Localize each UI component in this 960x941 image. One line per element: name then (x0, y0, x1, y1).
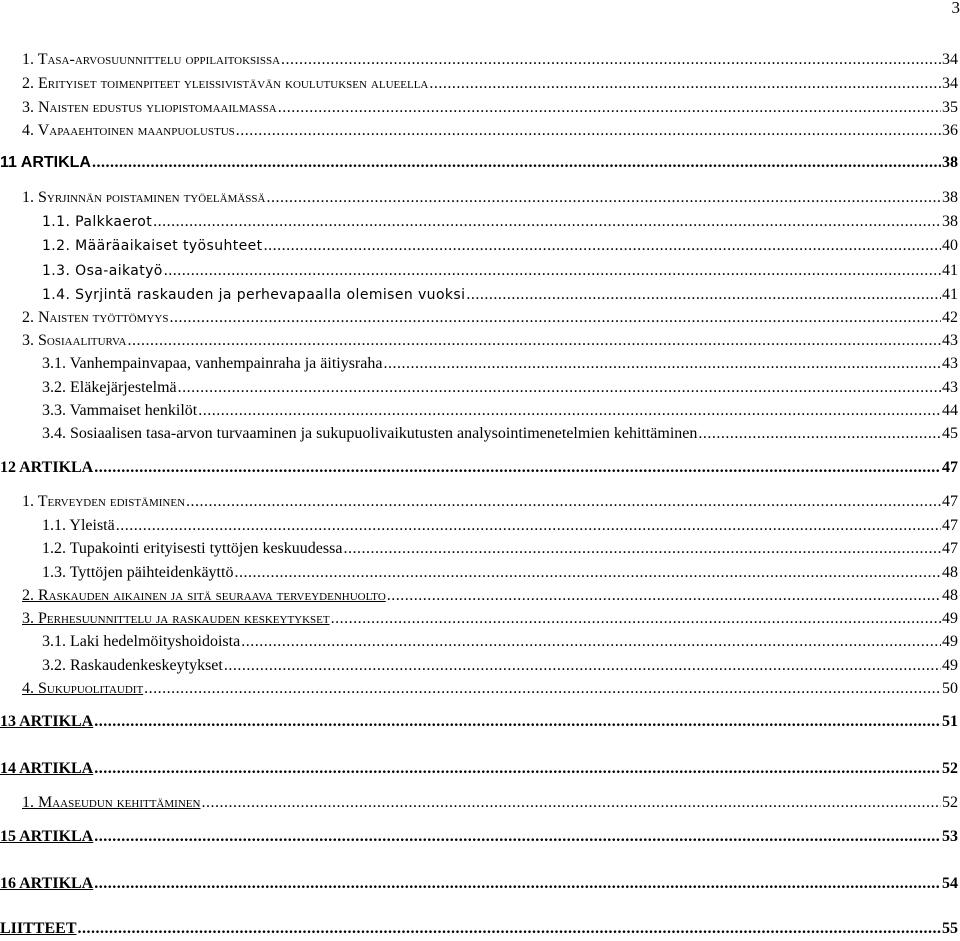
toc-entry[interactable] (22, 96, 958, 120)
toc-entry-text: 1.2. Tupakointi erityisesti tyttöjen keskuudessa (42, 537, 342, 561)
toc-entry-page: 47 (942, 490, 958, 514)
toc-leader (234, 561, 941, 585)
toc-leader (169, 306, 941, 330)
toc-leader (266, 186, 941, 210)
toc-leader (77, 917, 941, 941)
toc-leader (224, 654, 941, 678)
toc-entry-text: 13 ARTIKLA (0, 710, 93, 734)
toc-entry[interactable] (42, 259, 958, 283)
toc-entry-page: 47 (942, 514, 958, 538)
toc-entry-page: 47 (942, 537, 958, 561)
toc-entry-text: 1. Maaseudun kehittäminen (22, 791, 200, 815)
toc-leader (429, 72, 941, 96)
toc-entry-text: 1.2. Määräaikaiset työsuhteet (42, 234, 263, 258)
toc-entry[interactable] (42, 210, 958, 234)
toc-leader (264, 234, 941, 258)
toc-entry[interactable] (22, 490, 958, 514)
toc-entry-text: 2. Naisten työttömyys (22, 306, 168, 330)
toc-entry-page: 52 (942, 757, 958, 781)
toc-entry-text: 3. Perhesuunnittelu ja raskauden keskeytykset (22, 607, 330, 631)
toc-article[interactable] (0, 710, 958, 734)
toc-leader (343, 537, 941, 561)
toc-entry-text: 3. Naisten edustus yliopistomaailmassa (22, 96, 277, 120)
toc-entry-page: 54 (942, 872, 958, 896)
toc-leader (178, 376, 941, 400)
toc-entry-text: 2. Raskauden aikainen ja sitä seuraava terveydenhuolto (22, 584, 386, 608)
toc-entry[interactable] (42, 376, 958, 400)
toc-entry[interactable] (22, 584, 958, 608)
toc-entry-text: 1. Tasa-arvosuunnittelu oppilaitoksissa (22, 48, 280, 72)
toc-leader (94, 710, 941, 734)
toc-entry-text: 2. Erityiset toimenpiteet yleissivistävän koulutuksen alueella (22, 72, 428, 96)
toc-leader (241, 630, 941, 654)
toc-entry-text: 1.3. Tyttöjen päihteidenkäyttö (42, 561, 233, 585)
toc-entry-text: 4. Sukupuolitaudit (22, 677, 143, 701)
toc-entry-text: LIITTEET (0, 917, 76, 941)
toc-entry-page: 40 (942, 234, 958, 258)
toc-entry[interactable] (22, 791, 958, 815)
toc-entry[interactable] (42, 283, 958, 307)
toc-leader (186, 490, 941, 514)
toc-entry-text: 3.4. Sosiaalisen tasa-arvon turvaaminen ja sukupuolivaikutusten analysointimenetelmien kehittäminen (42, 422, 697, 446)
toc-entry-page: 42 (942, 306, 958, 330)
toc-leader (92, 151, 941, 175)
toc-leader (153, 210, 941, 234)
toc-leader (331, 607, 941, 631)
toc-entry-page: 49 (942, 607, 958, 631)
toc-entry-text: 14 ARTIKLA (0, 757, 93, 781)
toc-entry-text: 1.1. Yleistä (42, 514, 115, 538)
toc-entry-page: 48 (942, 584, 958, 608)
toc-entry-text: 3.3. Vammaiset henkilöt (42, 399, 197, 423)
toc-entry-page: 34 (942, 72, 958, 96)
toc-article[interactable] (0, 825, 958, 849)
toc-article[interactable] (0, 757, 958, 781)
toc-article[interactable] (0, 917, 958, 941)
toc-entry[interactable] (22, 186, 958, 210)
toc-leader (278, 96, 941, 120)
toc-entry-page: 38 (942, 151, 958, 175)
toc-article[interactable] (0, 151, 958, 175)
toc-entry-page: 53 (942, 825, 958, 849)
toc-entry-page: 52 (942, 791, 958, 815)
toc-leader (127, 329, 941, 353)
toc-entry-text: 1.4. Syrjintä raskauden ja perhevapaalla olemisen vuoksi (42, 283, 465, 307)
toc-entry-text: 1. Terveyden edistäminen (22, 490, 185, 514)
toc-leader (144, 677, 941, 701)
toc-leader (94, 456, 941, 480)
toc-entry-text: 4. Vapaaehtoinen maanpuolustus (22, 119, 235, 143)
toc-leader (387, 584, 941, 608)
toc-entry-page: 49 (942, 654, 958, 678)
toc-entry-page: 38 (942, 186, 958, 210)
toc-entry-text: 11 ARTIKLA (0, 151, 91, 175)
toc-entry[interactable] (42, 561, 958, 585)
toc-entry-text: 15 ARTIKLA (0, 825, 93, 849)
toc-article[interactable] (0, 456, 958, 480)
toc-leader (164, 259, 941, 283)
toc-entry-page: 48 (942, 561, 958, 585)
toc-entry[interactable] (22, 119, 958, 143)
toc-entry-text: 12 ARTIKLA (0, 456, 93, 480)
toc-entry-text: 16 ARTIKLA (0, 872, 93, 896)
toc-leader (116, 514, 941, 538)
toc-entry[interactable] (42, 422, 958, 446)
toc-entry-page: 43 (942, 376, 958, 400)
toc-leader (94, 757, 941, 781)
toc-entry-text: 3.1. Vanhempainvapaa, vanhempainraha ja äitiysraha (42, 352, 382, 376)
toc-entry[interactable] (22, 677, 958, 701)
toc-entry[interactable] (22, 306, 958, 330)
toc-leader (236, 119, 941, 143)
page-number: 3 (952, 0, 960, 18)
toc-entry-page: 49 (942, 630, 958, 654)
toc-entry[interactable] (42, 537, 958, 561)
toc-entry-page: 47 (942, 456, 958, 480)
toc-leader (201, 791, 941, 815)
toc-entry-page: 50 (942, 677, 958, 701)
toc-entry[interactable] (42, 630, 958, 654)
toc-leader (281, 48, 941, 72)
toc-entry-page: 35 (942, 96, 958, 120)
toc-entry-text: 1.1. Palkkaerot (42, 210, 152, 234)
toc-entry-page: 43 (942, 352, 958, 376)
toc-entry-page: 43 (942, 329, 958, 353)
toc-entry-text: 3.2. Raskaudenkeskeytykset (42, 654, 223, 678)
toc-entry-text: 3.1. Laki hedelmöityshoidoista (42, 630, 240, 654)
toc-entry[interactable] (22, 48, 958, 72)
toc-entry-text: 1. Syrjinnän poistaminen työelämässä (22, 186, 265, 210)
toc-entry-page: 55 (942, 917, 958, 941)
toc-entry-text: 3.2. Eläkejärjestelmä (42, 376, 177, 400)
toc-leader (698, 422, 941, 446)
toc-entry[interactable] (42, 514, 958, 538)
toc-entry-page: 51 (942, 710, 958, 734)
toc-entry-page: 45 (942, 422, 958, 446)
toc-entry-text: 3. Sosiaaliturva (22, 329, 126, 353)
toc-leader (198, 399, 941, 423)
toc-article[interactable] (0, 872, 958, 896)
toc-leader (94, 825, 941, 849)
toc-entry-page: 41 (942, 259, 958, 283)
toc-leader (383, 352, 941, 376)
toc-leader (94, 872, 941, 896)
toc-entry-page: 41 (942, 283, 958, 307)
toc-entry-page: 44 (942, 399, 958, 423)
toc-entry-page: 36 (942, 119, 958, 143)
toc-entry[interactable] (42, 399, 958, 423)
toc-entry[interactable] (22, 607, 958, 631)
toc-entry-page: 34 (942, 48, 958, 72)
toc-entry[interactable] (42, 654, 958, 678)
toc-entry-text: 1.3. Osa-aikatyö (42, 259, 163, 283)
toc-entry-page: 38 (942, 210, 958, 234)
toc-entry[interactable] (42, 352, 958, 376)
toc-entry[interactable] (42, 234, 958, 258)
toc-entry[interactable] (22, 72, 958, 96)
toc-entry[interactable] (22, 329, 958, 353)
toc-leader (466, 283, 941, 307)
